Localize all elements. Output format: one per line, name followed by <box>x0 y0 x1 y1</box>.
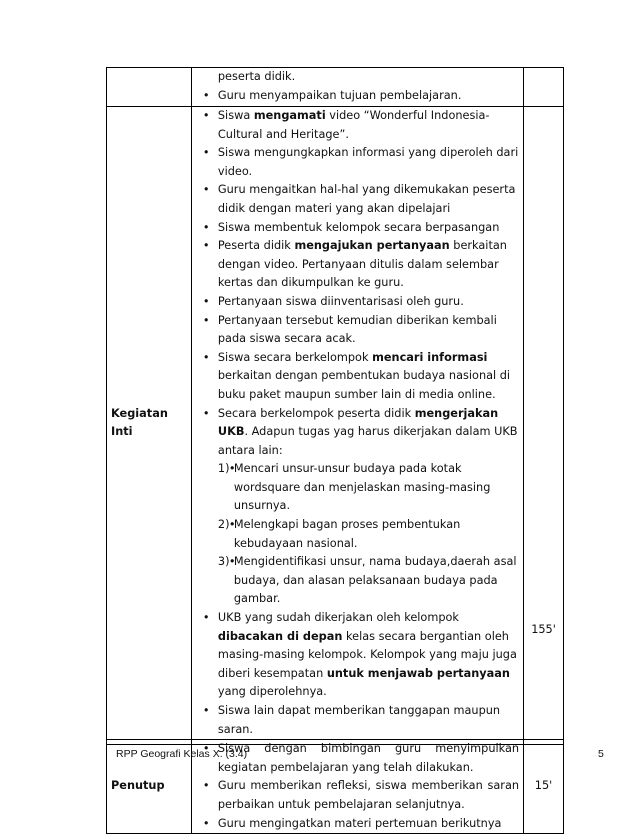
page-number: 5 <box>598 748 604 760</box>
list-item: • Siswa secara berkelompok mencari informasi berkaitan dengan pembentukan budaya nasional di buku paket maupun sumber lain di media online. <box>192 349 519 405</box>
list-item: • Guru menyampaikan tujuan pembelajaran. <box>192 87 519 106</box>
list-item: • Siswa dengan bimbingan guru menyimpulkan kegiatan pembelajaran yang telah dilakukan. <box>192 740 519 777</box>
table-row-kegiatan-inti <box>107 107 564 740</box>
lesson-plan-table <box>106 67 564 834</box>
list-item: • Guru mengingatkan materi pertemuan berikutnya <box>192 815 519 834</box>
time-cell-empty <box>524 68 564 107</box>
penutup-time: 15' <box>524 740 564 834</box>
label-cell-empty <box>107 68 192 107</box>
table-row-continuation <box>107 68 564 107</box>
list-item: • Siswa mengungkapkan informasi yang diperoleh dari video. <box>192 144 519 181</box>
list-item: • UKB yang sudah dikerjakan oleh kelompok dibacakan di depan kelas secara bergantian oleh masing-masing kelompok. Kelompok yang maju juga diberi kesempatan untuk menjawab pertanyaan yang diperolehnya. <box>192 609 519 702</box>
numbered-item: • 3) Mengidentifikasi unsur, nama budaya,daerah asal budaya, dan alasan pelaksanaan budaya pada gambar. <box>218 553 519 609</box>
list-item: • Guru mengaitkan hal-hal yang dikemukakan peserta didik dengan materi yang akan dipelajari <box>192 181 519 218</box>
footer-divider <box>106 744 564 745</box>
list-item: • Pertanyaan tersebut kemudian diberikan kembali pada siswa secara acak. <box>192 312 519 349</box>
list-item: • Peserta didik mengajukan pertanyaan berkaitan dengan video. Pertanyaan ditulis dalam selembar kertas dan dikumpulkan ke guru. <box>192 237 519 293</box>
activity-cell <box>191 107 523 740</box>
list-item: • Guru memberikan refleksi, siswa memberikan saran perbaikan untuk pembelajaran selanjutnya. <box>192 777 519 814</box>
list-item: • Siswa mengamati video “Wonderful Indonesia-Cultural and Heritage”. <box>192 107 519 144</box>
continuation-text: peserta didik. <box>217 70 296 83</box>
footer-title: RPP Geografi Kelas X. (3.4) <box>116 748 248 760</box>
ukb-task-list <box>218 460 519 609</box>
kegiatan-inti-label: Kegiatan Inti <box>107 107 192 740</box>
list-item: • Secara berkelompok peserta didik mengerjakan UKB. Adapun tugas yag harus dikerjakan dalam UKB antara lain: • 1) Mencari unsur-unsur budaya pada kotak wordsquare dan menjelaskan masing-masing unsurnya. • 2) Melengkapi bagan proses pembentukan kebudayaan nasional. • 3) Mengidentifikasi unsur, nama budaya,daerah asal budaya, dan alasan pelaksanaan budaya pada gambar. <box>192 405 519 610</box>
penutup-label: Penutup <box>107 740 192 834</box>
list-item: • Siswa lain dapat memberikan tanggapan maupun saran. <box>192 702 519 739</box>
kegiatan-inti-time: 155' <box>524 107 564 740</box>
numbered-item: • 1) Mencari unsur-unsur budaya pada kotak wordsquare dan menjelaskan masing-masing unsurnya. <box>218 460 519 516</box>
list-item: • Pertanyaan siswa diinventarisasi oleh guru. <box>192 293 519 312</box>
activity-cell <box>191 68 523 107</box>
list-item: • Siswa membentuk kelompok secara berpasangan <box>192 219 519 238</box>
numbered-item: • 2) Melengkapi bagan proses pembentukan kebudayaan nasional. <box>218 516 519 553</box>
